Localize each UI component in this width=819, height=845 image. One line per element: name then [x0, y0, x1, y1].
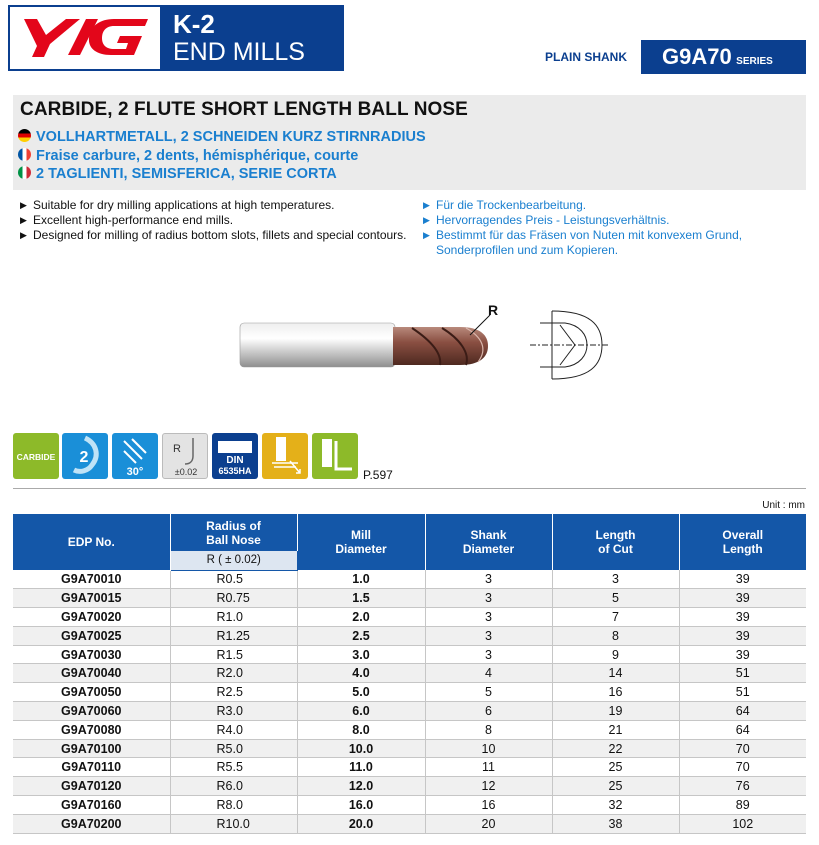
two-flute-icon — [62, 433, 108, 479]
cell-radius: R3.0 — [170, 702, 297, 721]
page-reference: P.597 — [363, 468, 393, 482]
table-row — [13, 796, 806, 815]
cell-mill: 1.0 — [297, 570, 425, 589]
cell-edp: G9A70050 — [13, 683, 170, 702]
radius-icon-tolerance: ±0.02 — [174, 467, 198, 477]
cell-edp: G9A70110 — [13, 758, 170, 777]
italian-flag-icon — [18, 166, 31, 179]
table-row — [13, 758, 806, 777]
cell-overall: 70 — [679, 758, 806, 777]
helix-angle-icon — [112, 433, 158, 479]
feature-item: ▶ Bestimmt für das Fräsen von Nuten mit konvexem Grund, Sonderprofilen und zum Kopieren. — [423, 228, 793, 258]
cell-mill: 10.0 — [297, 739, 425, 758]
table-row — [13, 777, 806, 796]
title-german-line — [18, 129, 426, 145]
header-edp: EDP No. — [13, 514, 170, 570]
table-row — [13, 608, 806, 627]
cell-mill: 12.0 — [297, 777, 425, 796]
cell-mill: 16.0 — [297, 796, 425, 815]
series-code: G9A70 — [662, 44, 732, 69]
cell-shank: 3 — [425, 645, 552, 664]
cell-shank: 5 — [425, 683, 552, 702]
din-standard-icon — [212, 433, 258, 479]
cell-radius: R1.5 — [170, 645, 297, 664]
cell-radius: R10.0 — [170, 814, 297, 833]
cell-cut: 21 — [552, 720, 679, 739]
series-word: SERIES — [736, 56, 773, 67]
cell-radius: R2.5 — [170, 683, 297, 702]
header-mill-diameter: Mill Diameter — [297, 514, 425, 570]
title-english: CARBIDE, 2 FLUTE SHORT LENGTH BALL NOSE — [20, 99, 468, 120]
cell-shank: 12 — [425, 777, 552, 796]
plunge-milling-icon — [262, 433, 308, 479]
header-shank-diameter: Shank Diameter — [425, 514, 552, 570]
table-row — [13, 664, 806, 683]
cell-radius: R2.0 — [170, 664, 297, 683]
cell-edp: G9A70200 — [13, 814, 170, 833]
header-overall-length: Overall Length — [679, 514, 806, 570]
feature-item: ▶ Excellent high-performance end mills. — [20, 213, 410, 228]
cell-shank: 3 — [425, 626, 552, 645]
cell-radius: R1.25 — [170, 626, 297, 645]
cell-shank: 3 — [425, 589, 552, 608]
cell-radius: R4.0 — [170, 720, 297, 739]
section-divider — [13, 488, 806, 489]
title-french: Fraise carbure, 2 dents, hémisphérique, courte — [36, 148, 359, 164]
features-german — [423, 198, 793, 258]
cell-radius: R1.0 — [170, 608, 297, 627]
cell-cut: 38 — [552, 814, 679, 833]
din-top: DIN — [226, 455, 244, 466]
brand-logo — [8, 5, 162, 71]
cell-overall: 102 — [679, 814, 806, 833]
cell-edp: G9A70060 — [13, 702, 170, 721]
table-row — [13, 626, 806, 645]
cell-overall: 51 — [679, 664, 806, 683]
table-row — [13, 683, 806, 702]
cell-shank: 8 — [425, 720, 552, 739]
header-radius-tolerance: R ( ± 0.02) — [170, 551, 297, 570]
end-mill-photo — [240, 323, 488, 367]
cell-overall: 89 — [679, 796, 806, 815]
end-mill-drawing — [230, 295, 620, 395]
cell-overall: 51 — [679, 683, 806, 702]
dimensions-table — [13, 514, 806, 834]
flute-count: 2 — [79, 449, 89, 466]
feature-item: ▶ Für die Trockenbearbeitung. — [423, 198, 793, 213]
table-row — [13, 702, 806, 721]
cell-mill: 20.0 — [297, 814, 425, 833]
cell-overall: 39 — [679, 570, 806, 589]
cell-shank: 11 — [425, 758, 552, 777]
cell-cut: 5 — [552, 589, 679, 608]
feature-item: ▶ Suitable for dry milling applications at high temperatures. — [20, 198, 410, 213]
features-english — [20, 198, 410, 243]
table-row — [13, 720, 806, 739]
cell-radius: R5.5 — [170, 758, 297, 777]
slot-milling-icon — [312, 433, 358, 479]
cell-shank: 10 — [425, 739, 552, 758]
table-row — [13, 739, 806, 758]
cell-edp: G9A70015 — [13, 589, 170, 608]
table-row — [13, 645, 806, 664]
cell-shank: 20 — [425, 814, 552, 833]
cell-edp: G9A70040 — [13, 664, 170, 683]
cell-edp: G9A70020 — [13, 608, 170, 627]
din-bottom: 6535HA — [218, 466, 252, 476]
cell-radius: R0.5 — [170, 570, 297, 589]
cell-mill: 3.0 — [297, 645, 425, 664]
cell-overall: 76 — [679, 777, 806, 796]
cell-overall: 70 — [679, 739, 806, 758]
cell-mill: 8.0 — [297, 720, 425, 739]
radius-tolerance-icon — [162, 433, 208, 479]
cell-radius: R0.75 — [170, 589, 297, 608]
carbide-icon — [13, 433, 59, 479]
cell-edp: G9A70160 — [13, 796, 170, 815]
cell-edp: G9A70100 — [13, 739, 170, 758]
radius-label: R — [488, 302, 499, 318]
cell-cut: 16 — [552, 683, 679, 702]
cell-cut: 22 — [552, 739, 679, 758]
cell-overall: 39 — [679, 608, 806, 627]
cell-radius: R5.0 — [170, 739, 297, 758]
brand-bottom: END MILLS — [173, 38, 305, 66]
series-badge — [641, 40, 806, 74]
cell-mill: 2.0 — [297, 608, 425, 627]
product-line-banner — [162, 5, 344, 71]
header-length-of-cut: Length of Cut — [552, 514, 679, 570]
yg-logo-icon — [10, 7, 160, 69]
cell-edp: G9A70025 — [13, 626, 170, 645]
cell-mill: 11.0 — [297, 758, 425, 777]
radius-icon-r: R — [173, 443, 181, 455]
cell-mill: 4.0 — [297, 664, 425, 683]
brand-top: K-2 — [173, 9, 215, 39]
cell-cut: 3 — [552, 570, 679, 589]
helix-angle: 30° — [126, 466, 144, 478]
table-row — [13, 589, 806, 608]
cell-overall: 64 — [679, 702, 806, 721]
cell-overall: 39 — [679, 589, 806, 608]
cell-shank: 4 — [425, 664, 552, 683]
carbide-icon-text: CARBIDE — [16, 452, 56, 462]
table-row — [13, 814, 806, 833]
cell-mill: 5.0 — [297, 683, 425, 702]
end-view-drawing — [530, 311, 610, 379]
cell-radius: R6.0 — [170, 777, 297, 796]
title-italian-line — [18, 166, 337, 182]
cell-overall: 39 — [679, 626, 806, 645]
cell-edp: G9A70120 — [13, 777, 170, 796]
cell-edp: G9A70080 — [13, 720, 170, 739]
header-radius: Radius of Ball Nose — [170, 514, 297, 551]
feature-item: ▶ Hervorragendes Preis - Leistungsverhältnis. — [423, 213, 793, 228]
cell-radius: R8.0 — [170, 796, 297, 815]
cell-cut: 7 — [552, 608, 679, 627]
unit-note: Unit : mm — [762, 500, 805, 511]
cell-cut: 8 — [552, 626, 679, 645]
feature-item: ▶ Designed for milling of radius bottom slots, fillets and special contours. — [20, 228, 410, 243]
shank-type-label: PLAIN SHANK — [545, 50, 628, 64]
cell-cut: 9 — [552, 645, 679, 664]
cell-cut: 19 — [552, 702, 679, 721]
cell-cut: 32 — [552, 796, 679, 815]
title-german: VOLLHARTMETALL, 2 SCHNEIDEN KURZ STIRNRADIUS — [36, 129, 426, 145]
cell-shank: 16 — [425, 796, 552, 815]
title-italian: 2 TAGLIENTI, SEMISFERICA, SERIE CORTA — [36, 166, 337, 182]
table-row — [13, 570, 806, 589]
cell-overall: 64 — [679, 720, 806, 739]
cell-overall: 39 — [679, 645, 806, 664]
cell-mill: 1.5 — [297, 589, 425, 608]
cell-edp: G9A70010 — [13, 570, 170, 589]
cell-shank: 3 — [425, 608, 552, 627]
title-french-line — [18, 148, 358, 164]
cell-mill: 2.5 — [297, 626, 425, 645]
cell-cut: 14 — [552, 664, 679, 683]
cell-edp: G9A70030 — [13, 645, 170, 664]
table-body — [13, 570, 806, 833]
cell-cut: 25 — [552, 777, 679, 796]
cell-cut: 25 — [552, 758, 679, 777]
cell-shank: 6 — [425, 702, 552, 721]
cell-mill: 6.0 — [297, 702, 425, 721]
french-flag-icon — [18, 148, 31, 161]
german-flag-icon — [18, 129, 31, 142]
cell-shank: 3 — [425, 570, 552, 589]
